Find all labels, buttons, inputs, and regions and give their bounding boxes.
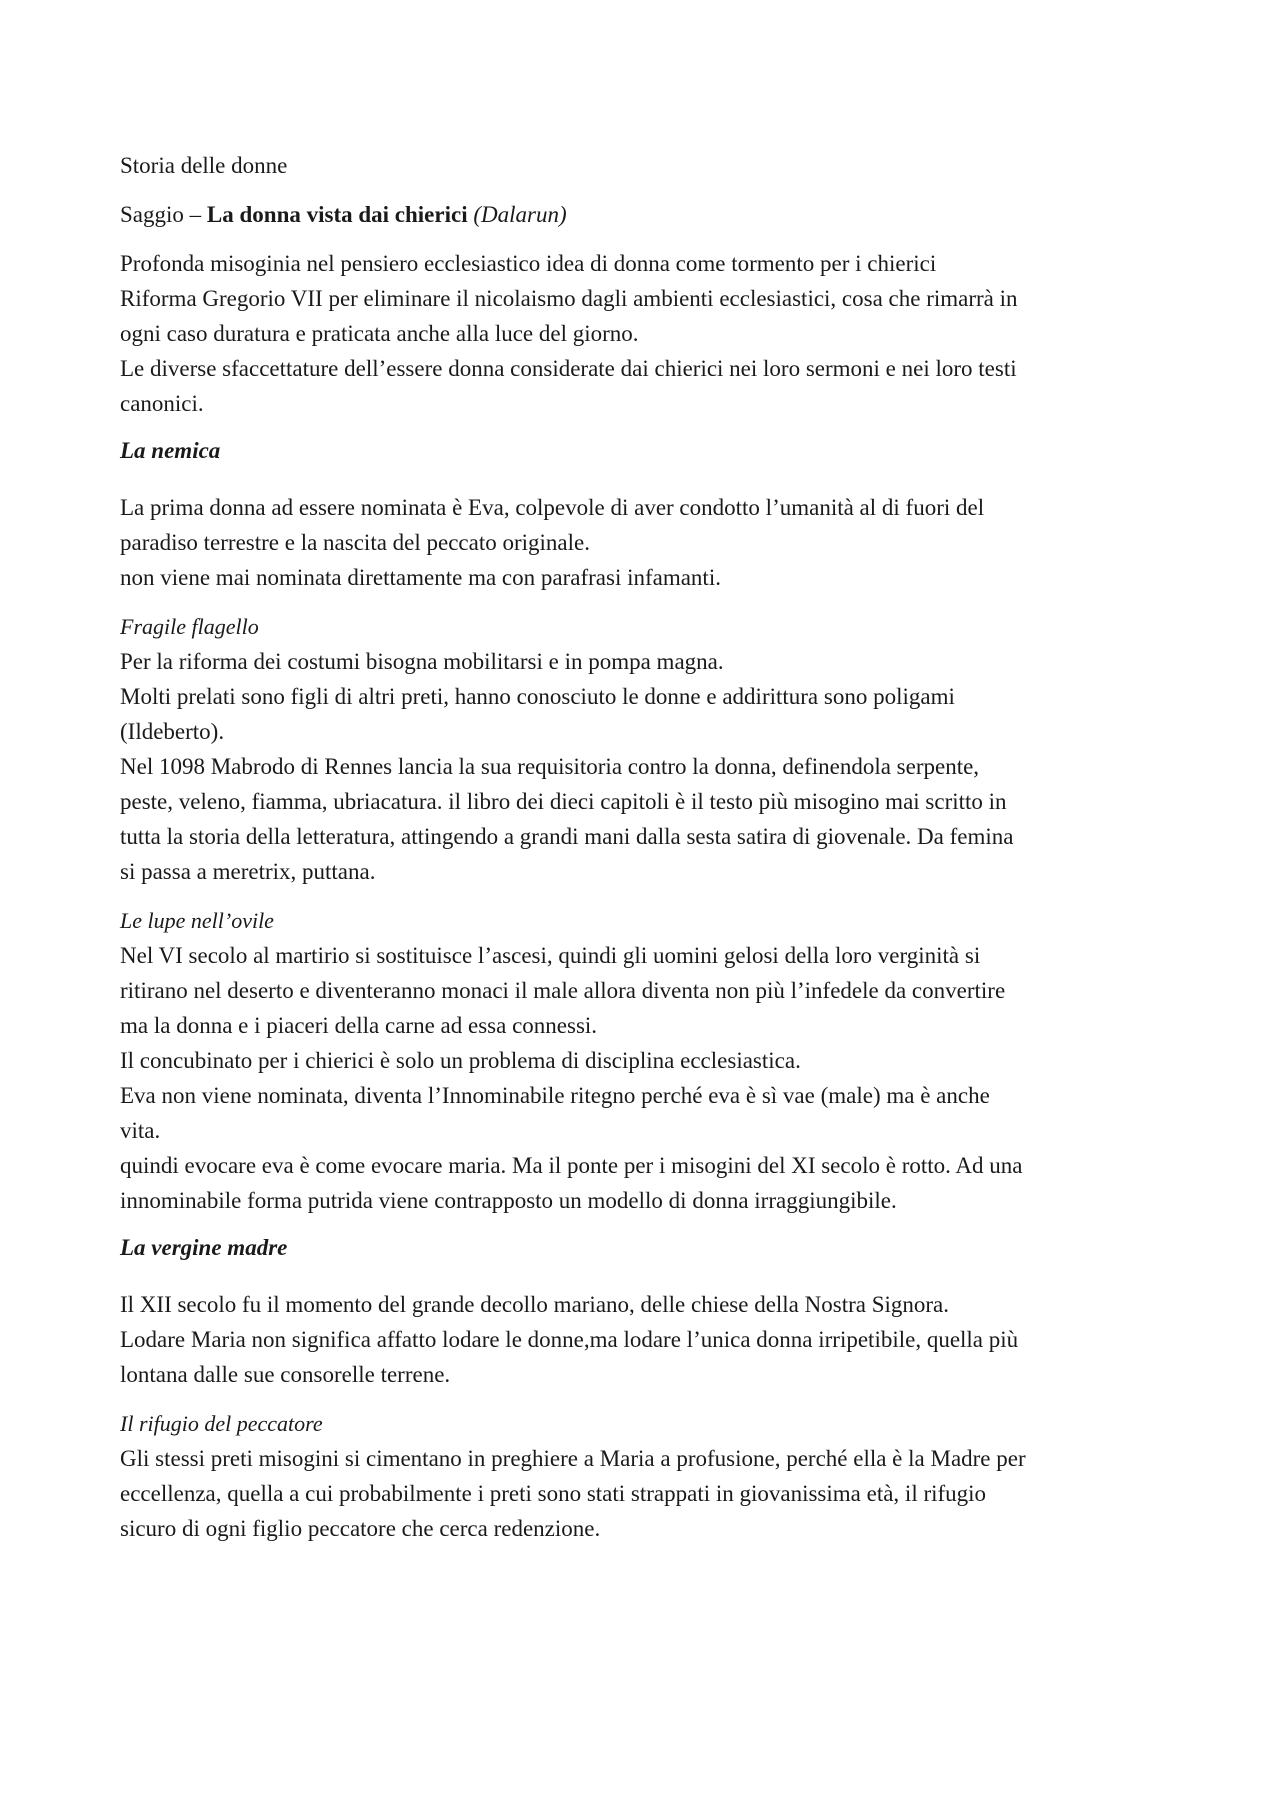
text-line: Nel 1098 Mabrodo di Rennes lancia la sua requisitoria contro la donna, definendola serpente, — [120, 754, 980, 779]
text-line: Eva non viene nominata, diventa l’Innominabile ritegno perché eva è sì vae (male) ma è anche — [120, 1083, 990, 1108]
text-line: Lodare Maria non significa affatto lodare le donne,ma lodare l’unica donna irripetibile, quella più — [120, 1327, 1019, 1352]
intro-line: Profonda misoginia nel pensiero ecclesiastico idea di donna come tormento per i chierici — [120, 251, 937, 276]
text-line: vita. — [120, 1118, 161, 1143]
vergine-paragraph — [120, 1287, 1170, 1392]
text-line: ritirano nel deserto e diventeranno monaci il male allora diventa non più l’infedele da convertire — [120, 978, 1006, 1003]
text-line: innominabile forma putrida viene contrapposto un modello di donna irraggiungibile. — [120, 1188, 897, 1213]
text-line: si passa a meretrix, puttana. — [120, 859, 376, 884]
text-line: lontana dalle sue consorelle terrene. — [120, 1362, 451, 1387]
intro-line: canonici. — [120, 391, 204, 416]
text-line: tutta la storia della letteratura, attingendo a grandi mani dalla sesta satira di giovenale. Da femina — [120, 824, 1014, 849]
text-line: Molti prelati sono figli di altri preti, hanno conosciuto le donne e addirittura sono poligami — [120, 684, 955, 709]
text-line: sicuro di ogni figlio peccatore che cerca redenzione. — [120, 1516, 601, 1541]
subsection-heading-rifugio: Il rifugio del peccatore — [120, 1411, 323, 1436]
text-line: (Ildeberto). — [120, 719, 225, 744]
text-line: Nel VI secolo al martirio si sostituisce l’ascesi, quindi gli uomini gelosi della loro verginità si — [120, 943, 981, 968]
nemica-paragraph — [120, 490, 1170, 595]
text-line: Il concubinato per i chierici è solo un problema di disciplina ecclesiastica. — [120, 1048, 801, 1073]
text-line: peste, veleno, fiamma, ubriacatura. il libro dei dieci capitoli è il testo più misogino mai scritto in — [120, 789, 1007, 814]
section-heading-vergine: La vergine madre — [120, 1235, 288, 1260]
lupe-ovile-paragraph — [120, 938, 1170, 1218]
document-title: Storia delle donne — [120, 153, 288, 178]
text-line: eccellenza, quella a cui probabilmente i preti sono stati strappati in giovanissima età, il rifugio — [120, 1481, 987, 1506]
text-line: Il XII secolo fu il momento del grande decollo mariano, delle chiese della Nostra Signora. — [120, 1292, 950, 1317]
text-line: ma la donna e i piaceri della carne ad essa connessi. — [120, 1013, 598, 1038]
text-line: non viene mai nominata direttamente ma con parafrasi infamanti. — [120, 565, 721, 590]
text-line: Per la riforma dei costumi bisogna mobilitarsi e in pompa magna. — [120, 649, 724, 674]
fragile-flagello-paragraph — [120, 644, 1170, 889]
intro-line: ogni caso duratura e praticata anche alla luce del giorno. — [120, 321, 639, 346]
text-line: paradiso terrestre e la nascita del peccato originale. — [120, 530, 590, 555]
document-subtitle — [120, 197, 1170, 232]
section-heading-nemica: La nemica — [120, 438, 221, 463]
text-line: Gli stessi preti misogini si cimentano in preghiere a Maria a profusione, perché ella è la Madre per — [120, 1446, 1026, 1471]
intro-paragraph — [120, 246, 1170, 421]
document-body — [120, 148, 1170, 1546]
subtitle-bold: La donna vista dai chierici — [206, 202, 468, 227]
text-line: quindi evocare eva è come evocare maria. Ma il ponte per i misogini del XI secolo è rotto. Ad una — [120, 1153, 1023, 1178]
subsection-heading-lupe-ovile: Le lupe nell’ovile — [120, 908, 274, 933]
subsection-heading-fragile-flagello: Fragile flagello — [120, 614, 259, 639]
subtitle-prefix: Saggio – — [120, 202, 207, 227]
rifugio-paragraph — [120, 1441, 1170, 1546]
intro-line: Le diverse sfaccettature dell’essere donna considerate dai chierici nei loro sermoni e nei loro testi — [120, 356, 1017, 381]
subtitle-author: (Dalarun) — [473, 202, 567, 227]
text-line: La prima donna ad essere nominata è Eva, colpevole di aver condotto l’umanità al di fuori del — [120, 495, 985, 520]
intro-line: Riforma Gregorio VII per eliminare il nicolaismo dagli ambienti ecclesiastici, cosa che rimarrà in — [120, 286, 1018, 311]
